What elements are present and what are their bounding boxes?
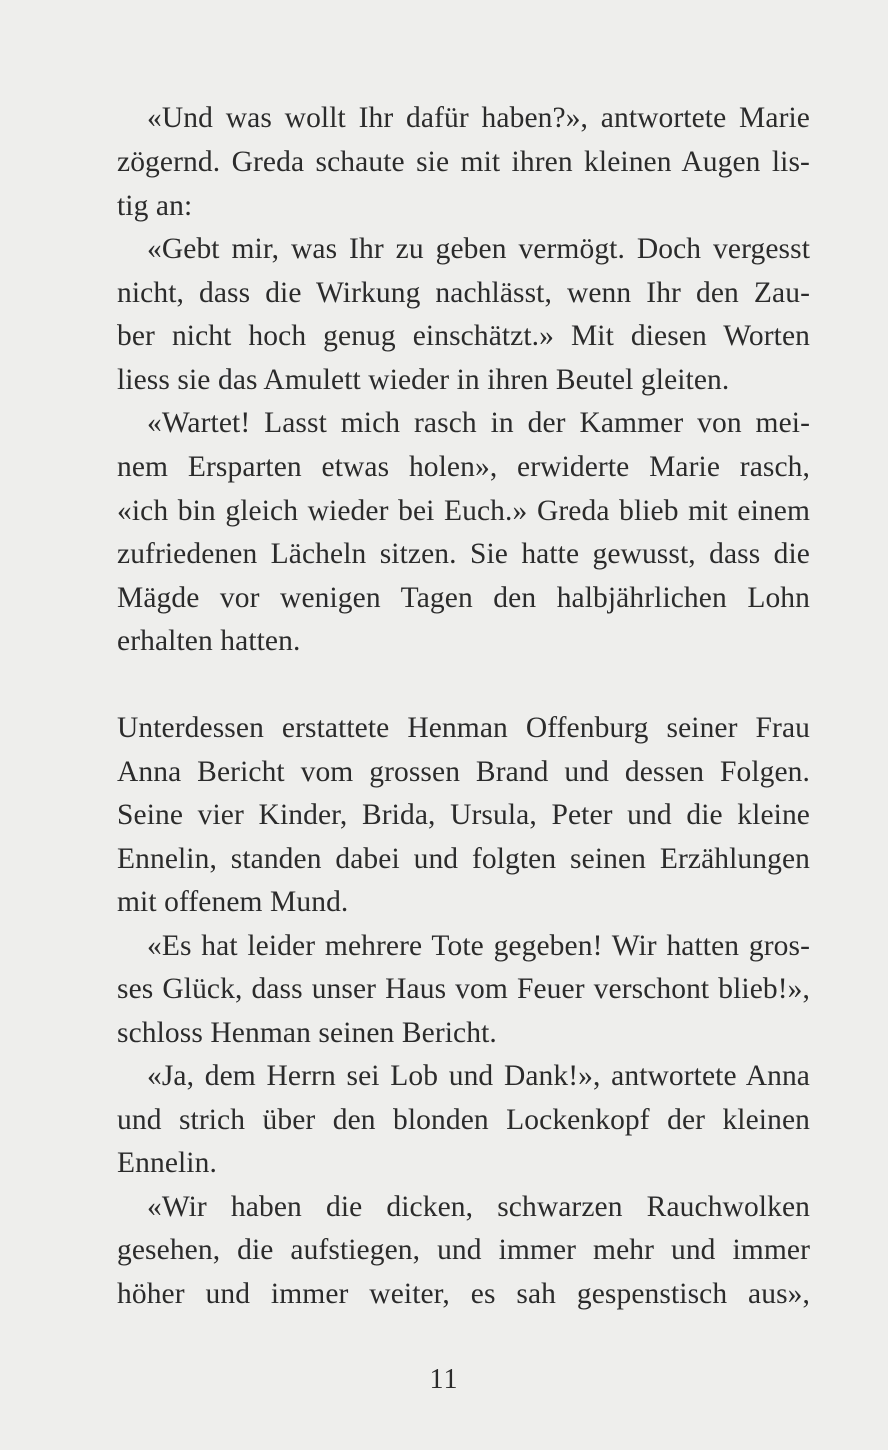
page-number: 11	[429, 1364, 459, 1395]
text-line: Anna Bericht vom grossen Brand und dessen Folgen.	[117, 756, 810, 788]
text-line: Ennelin.	[117, 1147, 217, 1179]
text-line: höher und immer weiter, es sah gespenstisch aus»,	[117, 1278, 810, 1310]
text-line: «Es hat leider mehrere Tote gegeben! Wir hatten gros-	[147, 930, 810, 962]
text-line: nicht, dass die Wirkung nachlässt, wenn Ihr den Zau-	[117, 277, 810, 309]
text-line: «Wir haben die dicken, schwarzen Rauchwolken	[147, 1191, 810, 1223]
text-line: Unterdessen erstattete Henman Offenburg seiner Frau	[117, 712, 810, 744]
text-line: ber nicht hoch genug einschätzt.» Mit diesen Worten	[117, 320, 810, 352]
text-line: gesehen, die aufstiegen, und immer mehr und immer	[117, 1234, 810, 1266]
text-line: «Wartet! Lasst mich rasch in der Kammer von mei-	[147, 407, 810, 439]
text-line: Seine vier Kinder, Brida, Ursula, Peter und die kleine	[117, 799, 810, 831]
text-line: erhalten hatten.	[117, 625, 301, 657]
text-line: ses Glück, dass unser Haus vom Feuer verschont blieb!»,	[117, 973, 810, 1005]
text-line: «Und was wollt Ihr dafür haben?», antwortete Marie	[147, 102, 810, 134]
text-line: Ennelin, standen dabei und folgten seinen Erzählungen	[117, 843, 810, 875]
text-line: Mägde vor wenigen Tagen den halbjährlichen Lohn	[117, 582, 810, 614]
text-line: «ich bin gleich wieder bei Euch.» Greda blieb mit einem	[117, 495, 810, 527]
text-line: und strich über den blonden Lockenkopf der kleinen	[117, 1104, 810, 1136]
text-line: «Gebt mir, was Ihr zu geben vermögt. Doch vergesst	[147, 233, 810, 265]
text-line: schloss Henman seinen Bericht.	[117, 1017, 497, 1049]
text-line: zögernd. Greda schaute sie mit ihren kleinen Augen lis-	[117, 146, 810, 178]
text-line: tig an:	[117, 190, 193, 222]
text-line: liess sie das Amulett wieder in ihren Beutel gleiten.	[117, 364, 730, 396]
text-line: nem Ersparten etwas holen», erwiderte Marie rasch,	[117, 451, 810, 483]
text-line: «Ja, dem Herrn sei Lob und Dank!», antwortete Anna	[147, 1060, 810, 1092]
text-line: zufriedenen Lächeln sitzen. Sie hatte gewusst, dass die	[117, 538, 810, 570]
text-line: mit offenem Mund.	[117, 886, 349, 918]
